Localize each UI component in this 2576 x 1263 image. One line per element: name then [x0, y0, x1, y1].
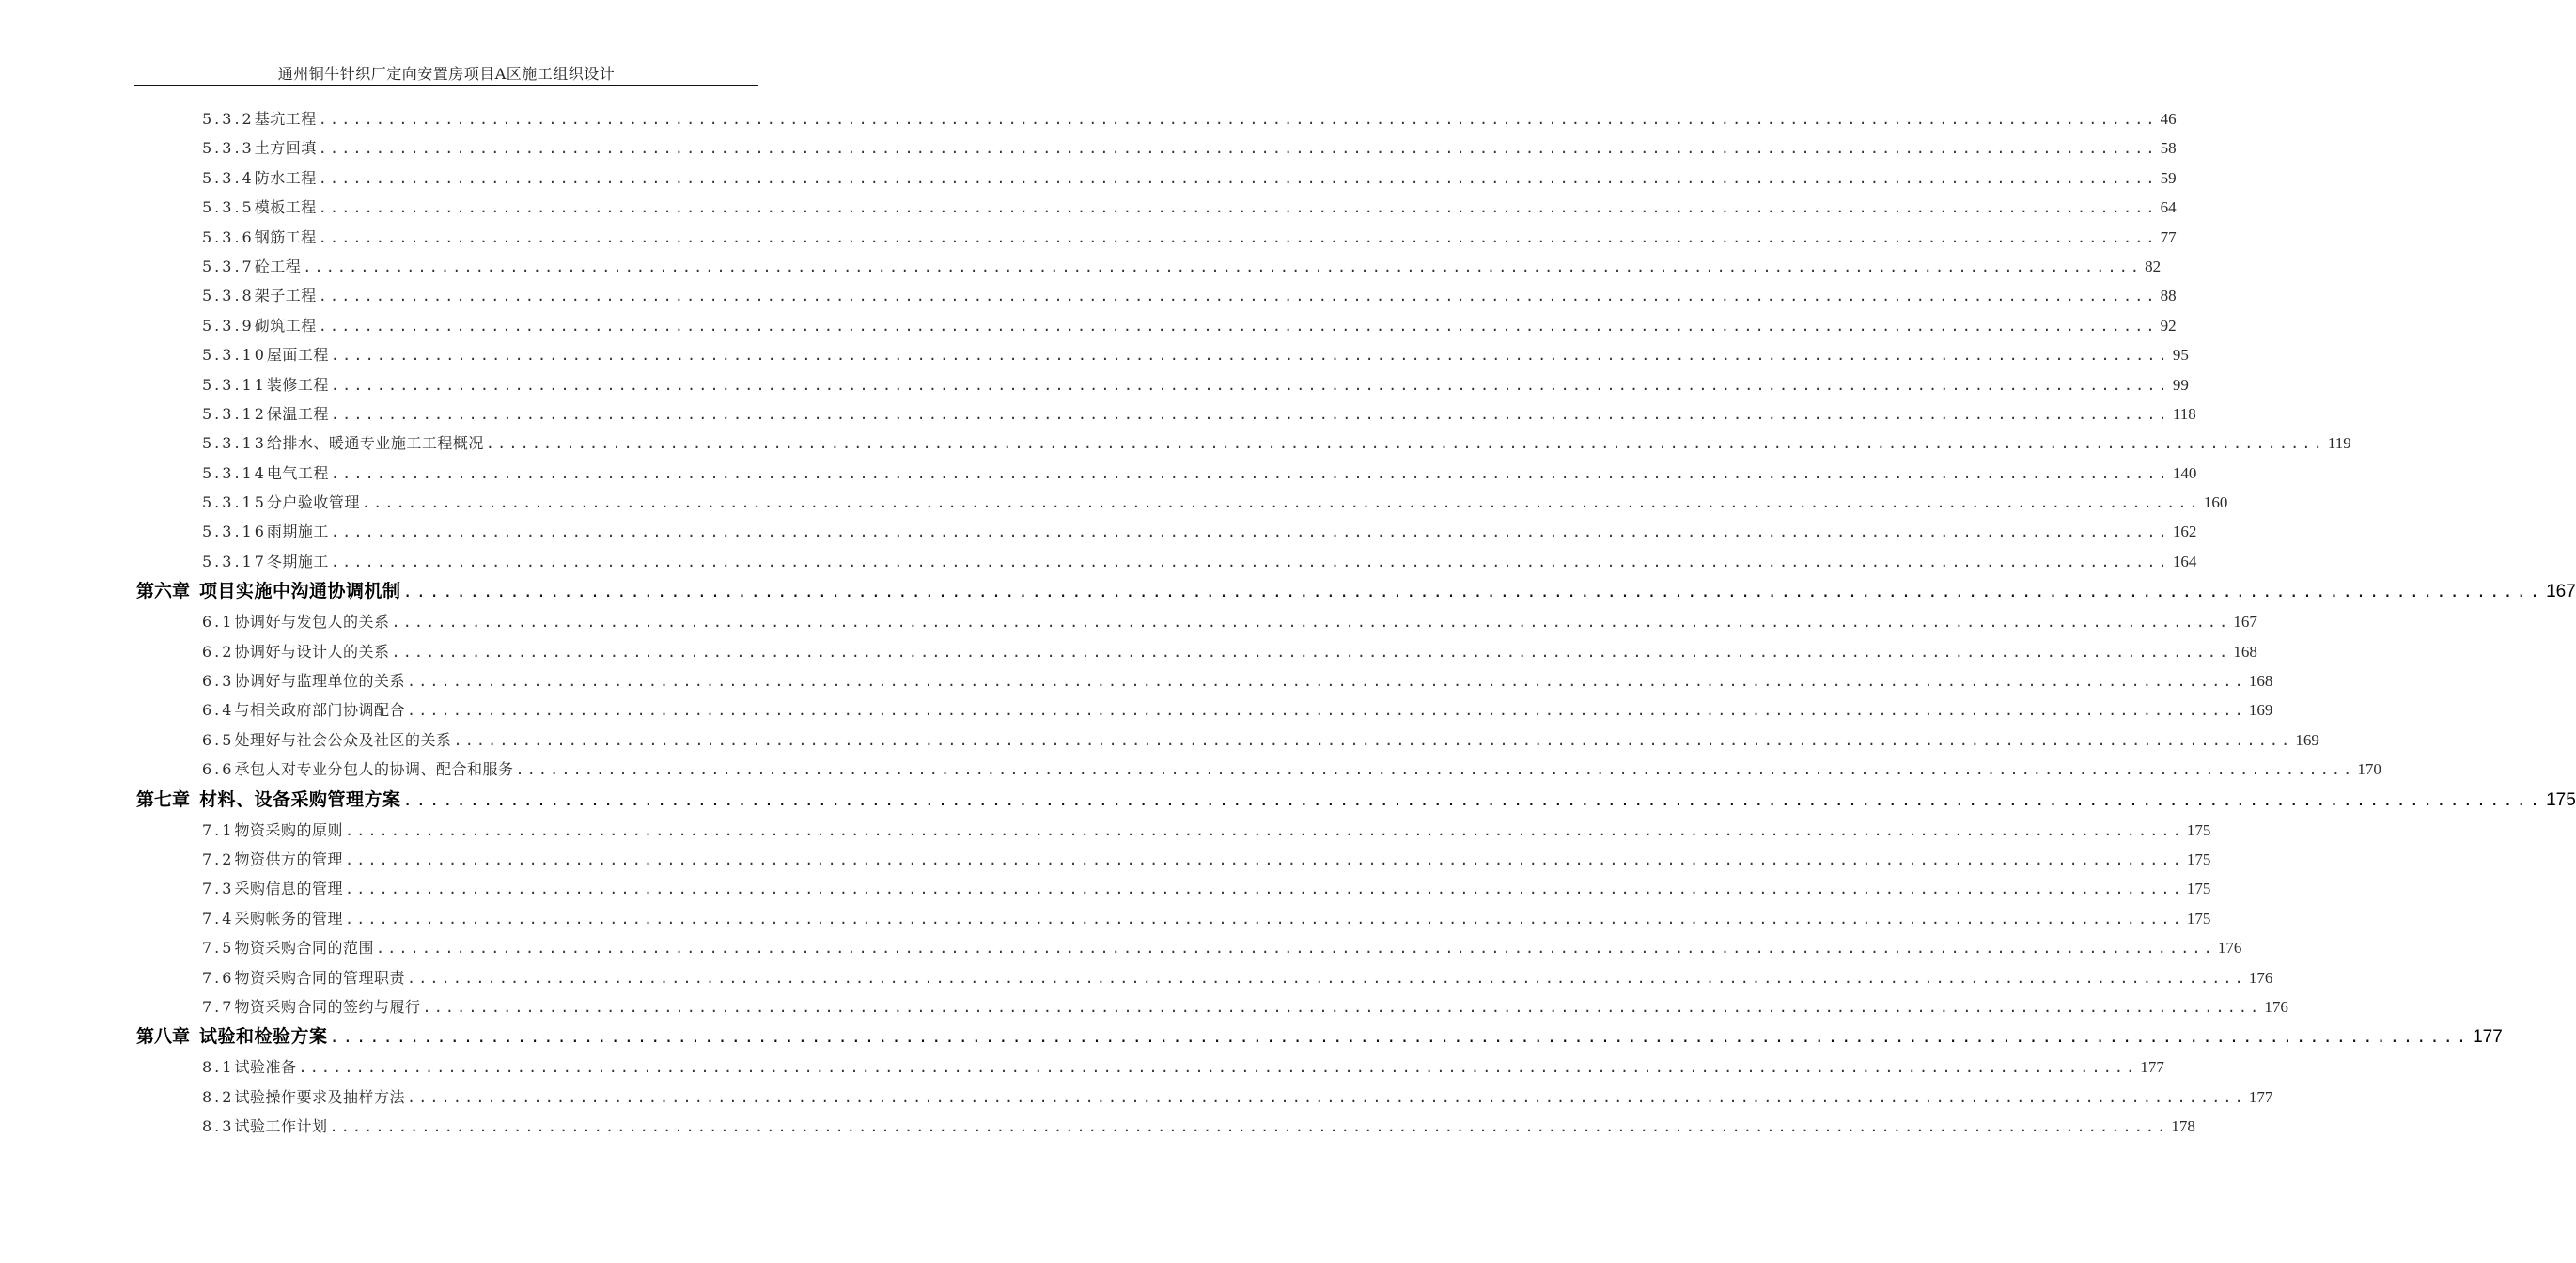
- toc-section-entry[interactable]: [0, 1052, 2164, 1082]
- toc-section-entry[interactable]: [0, 517, 2197, 546]
- toc-entry-number: 8.3: [202, 1117, 235, 1136]
- toc-section-entry[interactable]: [0, 695, 2273, 725]
- toc-section-entry[interactable]: [0, 429, 2351, 458]
- toc-dot-leader: ................................................................................................................................................................: [406, 702, 2246, 720]
- toc-section-entry[interactable]: [0, 845, 2211, 874]
- toc-page-number: 88: [2160, 287, 2177, 305]
- toc-entry-title: 物资供方的管理: [234, 850, 343, 868]
- toc-dot-leader: ................................................................................................................................................................: [318, 228, 2158, 246]
- toc-entry-title: 试验操作要求及抽样方法: [234, 1087, 405, 1106]
- toc-entry-title: 协调好与监理单位的关系: [234, 672, 405, 691]
- toc-entry-title: 协调好与设计人的关系: [234, 642, 390, 661]
- toc-page-number: 164: [2172, 552, 2197, 570]
- toc-page-number: 176: [2264, 997, 2288, 1016]
- toc-entry-title: 处理好与社会公众及社区的关系: [234, 730, 452, 749]
- toc-entry-number: 5.3.13: [202, 434, 267, 453]
- toc-dot-leader: ................................................................................................................................................................: [318, 111, 2158, 128]
- toc-entry-title: 钢筋工程: [254, 227, 317, 246]
- toc-entry-number: 5.3.12: [202, 404, 267, 423]
- toc-section-entry[interactable]: [0, 904, 2211, 933]
- toc-section-entry[interactable]: [0, 666, 2273, 695]
- toc-page-number: 175: [2186, 850, 2211, 868]
- toc-entry-number: 7.4: [202, 909, 235, 928]
- toc-section-entry[interactable]: [0, 252, 2162, 281]
- toc-page-number: 118: [2172, 404, 2196, 423]
- toc-page-number: 175: [2546, 789, 2576, 810]
- toc-section-entry[interactable]: [0, 311, 2177, 340]
- toc-entry-number: 5.3.10: [202, 346, 267, 365]
- toc-entry-title: 与相关政府部门协调配合: [234, 701, 405, 720]
- toc-section-entry[interactable]: [0, 193, 2177, 222]
- toc-dot-leader: ................................................................................................................................................................: [344, 821, 2184, 839]
- toc-entry-title: 采购帐务的管理: [234, 909, 343, 928]
- toc-dot-leader: ................................................................................................................................................................: [344, 910, 2184, 928]
- toc-dot-leader: ................................................................................................................................................................: [515, 761, 2355, 779]
- toc-entry-title: 砌筑工程: [254, 316, 317, 335]
- toc-dot-leader: ................................................................................................................................................................: [361, 494, 2201, 512]
- toc-page-number: 167: [2546, 582, 2576, 602]
- toc-dot-leader: ................................................................................................................................................................: [344, 850, 2184, 868]
- toc-entry-number: 5.3.6: [202, 227, 255, 246]
- toc-dot-leader: ................................................................................................................................................................: [391, 643, 2231, 661]
- toc-page-number: 177: [2140, 1058, 2164, 1077]
- toc-entry-number: 5.3.2: [202, 110, 255, 128]
- toc-section-entry[interactable]: [0, 488, 2228, 517]
- toc-section-entry[interactable]: [0, 963, 2273, 992]
- toc-page-number: 177: [2248, 1087, 2273, 1106]
- toc-dot-leader: ................................................................................................................................................................: [485, 435, 2325, 453]
- toc-section-entry[interactable]: [0, 725, 2319, 755]
- toc-entry-title: 项目实施中沟通协调机制: [199, 581, 401, 602]
- toc-section-entry[interactable]: [0, 1112, 2195, 1141]
- toc-dot-leader: ................................................................................................................................................................: [402, 583, 2544, 602]
- toc-entry-title: 采购信息的管理: [234, 880, 343, 898]
- toc-entry-number: 5.3.17: [202, 552, 267, 570]
- toc-entry-title: 物资采购合同的范围: [234, 939, 374, 958]
- toc-dot-leader: ................................................................................................................................................................: [303, 257, 2143, 275]
- toc-section-entry[interactable]: [0, 459, 2197, 488]
- toc-dot-leader: ................................................................................................................................................................: [344, 881, 2184, 898]
- toc-section-entry[interactable]: [0, 133, 2177, 163]
- toc-entry-number: 6.2: [202, 642, 235, 661]
- toc-section-entry[interactable]: [0, 370, 2189, 399]
- toc-page-number: 77: [2160, 227, 2177, 246]
- toc-page-number: 170: [2357, 760, 2381, 779]
- toc-entry-title: 冬期施工: [266, 552, 329, 570]
- toc-section-entry[interactable]: [0, 340, 2189, 369]
- toc-entry-number: 第六章: [136, 581, 191, 602]
- table-of-contents: [0, 104, 2576, 1142]
- toc-dot-leader: ................................................................................................................................................................: [406, 1088, 2246, 1106]
- toc-page-number: 178: [2171, 1117, 2195, 1136]
- toc-section-entry[interactable]: [0, 1083, 2273, 1112]
- toc-page-number: 58: [2160, 139, 2177, 158]
- toc-entry-title: 防水工程: [254, 168, 317, 187]
- toc-entry-title: 承包人对专业分包人的协调、配合和服务: [234, 760, 514, 779]
- toc-page-number: 99: [2172, 375, 2189, 394]
- toc-dot-leader: ................................................................................................................................................................: [318, 169, 2158, 187]
- toc-dot-leader: ................................................................................................................................................................: [406, 673, 2246, 691]
- toc-dot-leader: ................................................................................................................................................................: [318, 199, 2158, 217]
- toc-entry-number: 8.2: [202, 1087, 235, 1106]
- toc-entry-number: 5.3.16: [202, 522, 267, 541]
- toc-dot-leader: ................................................................................................................................................................: [329, 1028, 2471, 1048]
- toc-entry-title: 物资采购合同的管理职责: [234, 968, 405, 987]
- toc-entry-title: 试验工作计划: [234, 1117, 328, 1136]
- toc-page-number: 92: [2160, 316, 2177, 335]
- toc-entry-number: 5.3.11: [202, 375, 267, 394]
- toc-dot-leader: ................................................................................................................................................................: [329, 1118, 2169, 1136]
- toc-entry-title: 物资采购合同的签约与履行: [234, 997, 421, 1016]
- toc-section-entry[interactable]: [0, 755, 2381, 784]
- toc-section-entry[interactable]: [0, 104, 2177, 133]
- toc-entry-title: 给排水、暖通专业施工工程概况: [266, 434, 484, 453]
- toc-entry-number: 第八章: [136, 1026, 191, 1048]
- toc-entry-title: 雨期施工: [266, 522, 329, 541]
- toc-chapter-entry[interactable]: [0, 576, 2576, 607]
- toc-section-entry[interactable]: [0, 816, 2211, 845]
- toc-page-number: 160: [2203, 493, 2228, 512]
- toc-dot-leader: ................................................................................................................................................................: [375, 940, 2215, 958]
- toc-entry-title: 架子工程: [254, 287, 317, 305]
- page-header: 通州铜牛针织厂定向安置房项目A区施工组织设计: [277, 65, 616, 83]
- toc-section-entry[interactable]: [0, 874, 2211, 903]
- toc-dot-leader: ................................................................................................................................................................: [330, 347, 2170, 365]
- toc-entry-title: 试验和检验方案: [199, 1026, 328, 1048]
- toc-entry-title: 物资采购的原则: [234, 820, 343, 839]
- toc-page-number: 82: [2145, 257, 2162, 275]
- toc-section-entry[interactable]: [0, 164, 2177, 193]
- toc-entry-title: 协调好与发包人的关系: [234, 613, 390, 632]
- toc-dot-leader: ................................................................................................................................................................: [318, 140, 2158, 158]
- toc-entry-title: 保温工程: [266, 404, 329, 423]
- toc-dot-leader: ................................................................................................................................................................: [422, 998, 2262, 1016]
- toc-entry-number: 6.4: [202, 701, 235, 720]
- toc-dot-leader: ................................................................................................................................................................: [330, 553, 2170, 570]
- toc-entry-number: 6.3: [202, 672, 235, 691]
- toc-dot-leader: ................................................................................................................................................................: [402, 790, 2544, 810]
- toc-page-number: 167: [2233, 613, 2257, 632]
- toc-page-number: 64: [2160, 198, 2177, 217]
- toc-page-number: 59: [2160, 168, 2177, 187]
- toc-section-entry[interactable]: [0, 992, 2288, 1021]
- toc-page-number: 162: [2172, 522, 2197, 541]
- toc-page-number: 140: [2172, 463, 2197, 482]
- toc-dot-leader: ................................................................................................................................................................: [330, 523, 2170, 541]
- toc-entry-title: 电气工程: [266, 463, 329, 482]
- toc-entry-number: 6.6: [202, 760, 235, 779]
- toc-section-entry[interactable]: [0, 399, 2196, 429]
- toc-entry-number: 5.3.5: [202, 198, 255, 217]
- toc-page-number: 175: [2186, 909, 2211, 928]
- toc-page-number: 169: [2248, 701, 2273, 720]
- toc-entry-number: 5.3.8: [202, 287, 255, 305]
- header-divider: [134, 85, 758, 86]
- toc-entry-number: 5.3.7: [202, 257, 255, 275]
- toc-page-number: 95: [2172, 346, 2189, 365]
- toc-section-entry[interactable]: [0, 933, 2242, 962]
- toc-entry-number: 5.3.15: [202, 493, 267, 512]
- toc-entry-number: 8.1: [202, 1058, 235, 1077]
- toc-section-entry[interactable]: [0, 637, 2257, 666]
- toc-entry-title: 装修工程: [266, 375, 329, 394]
- toc-entry-number: 5.3.14: [202, 463, 267, 482]
- toc-entry-title: 模板工程: [254, 198, 317, 217]
- toc-entry-title: 屋面工程: [266, 346, 329, 365]
- toc-entry-number: 7.7: [202, 997, 235, 1016]
- toc-entry-title: 土方回填: [254, 139, 317, 158]
- toc-entry-title: 分户验收管理: [266, 493, 360, 512]
- toc-chapter-entry[interactable]: [0, 785, 2576, 816]
- toc-dot-leader: ................................................................................................................................................................: [406, 969, 2246, 987]
- toc-dot-leader: ................................................................................................................................................................: [298, 1059, 2138, 1077]
- toc-entry-number: 5.3.3: [202, 139, 255, 158]
- toc-page-number: 175: [2186, 880, 2211, 898]
- toc-page-number: 119: [2327, 434, 2351, 453]
- toc-page-number: 168: [2233, 642, 2257, 661]
- toc-entry-number: 5.3.9: [202, 316, 255, 335]
- toc-page-number: 168: [2248, 672, 2273, 691]
- toc-page-number: 177: [2473, 1027, 2503, 1048]
- toc-entry-number: 7.2: [202, 850, 235, 868]
- toc-section-entry[interactable]: [0, 547, 2197, 576]
- toc-entry-number: 6.1: [202, 613, 235, 632]
- toc-section-entry[interactable]: [0, 281, 2177, 310]
- toc-entry-title: 材料、设备采购管理方案: [199, 788, 401, 810]
- toc-entry-title: 试验准备: [234, 1058, 297, 1077]
- toc-dot-leader: ................................................................................................................................................................: [330, 376, 2170, 394]
- toc-entry-number: 7.1: [202, 820, 235, 839]
- toc-section-entry[interactable]: [0, 607, 2257, 636]
- toc-dot-leader: ................................................................................................................................................................: [318, 317, 2158, 335]
- toc-chapter-entry[interactable]: [0, 1021, 2503, 1052]
- toc-entry-title: 砼工程: [254, 257, 302, 275]
- toc-dot-leader: ................................................................................................................................................................: [330, 405, 2170, 423]
- toc-dot-leader: ................................................................................................................................................................: [330, 464, 2170, 482]
- toc-entry-number: 7.3: [202, 880, 235, 898]
- toc-page-number: 176: [2217, 939, 2242, 958]
- toc-dot-leader: ................................................................................................................................................................: [391, 614, 2231, 632]
- toc-entry-number: 第七章: [136, 788, 191, 810]
- toc-page-number: 175: [2186, 820, 2211, 839]
- toc-entry-title: 基坑工程: [254, 110, 317, 128]
- toc-entry-number: 5.3.4: [202, 168, 255, 187]
- toc-dot-leader: ................................................................................................................................................................: [453, 731, 2293, 749]
- toc-entry-number: 6.5: [202, 730, 235, 749]
- toc-page-number: 46: [2160, 110, 2177, 128]
- toc-entry-number: 7.5: [202, 939, 235, 958]
- toc-page-number: 169: [2295, 730, 2319, 749]
- toc-dot-leader: ................................................................................................................................................................: [318, 288, 2158, 305]
- toc-page-number: 176: [2248, 968, 2273, 987]
- toc-section-entry[interactable]: [0, 223, 2177, 252]
- toc-entry-number: 7.6: [202, 968, 235, 987]
